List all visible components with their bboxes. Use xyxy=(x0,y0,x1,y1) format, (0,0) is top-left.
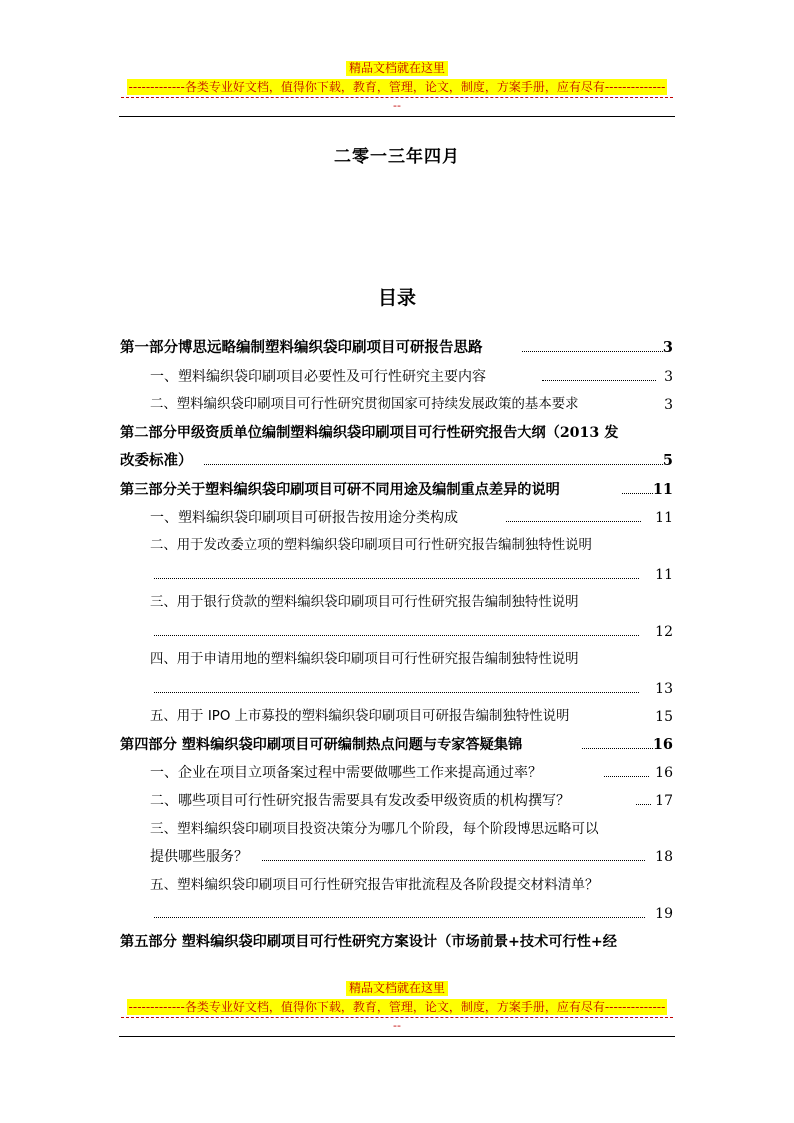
footer-rule xyxy=(119,1036,675,1037)
toc-entry-text: 改委标准） xyxy=(120,452,193,469)
toc-entry[interactable] xyxy=(120,591,673,615)
toc-entry[interactable] xyxy=(120,648,673,672)
header-rule xyxy=(119,116,675,117)
toc-entry-text: 五、塑料编织袋印刷项目可行性研究报告审批流程及各阶段提交材料清单？ xyxy=(150,877,599,893)
toc-entry-text: 二、塑料编织袋印刷项目可行性研究贯彻国家可持续发展政策的基本要求 xyxy=(150,397,579,412)
toc-leader xyxy=(154,578,639,579)
toc-entry-page: 12 xyxy=(655,624,673,640)
toc-leader xyxy=(154,917,645,918)
toc-title: 目录 xyxy=(377,287,416,309)
toc-entry-text: 三、用于银行贷款的塑料编织袋印刷项目可行性研究报告编制独特性说明 xyxy=(150,595,579,610)
toc-leader xyxy=(522,351,663,352)
toc-entry-page: 18 xyxy=(655,849,673,865)
toc-entry-page: 13 xyxy=(655,681,673,697)
header-dashed-divider xyxy=(121,97,673,98)
toc-leader xyxy=(262,860,645,861)
toc-leader xyxy=(604,776,649,777)
footer-banner xyxy=(0,977,794,1037)
toc-entry-text: 四、用于申请用地的塑料编织袋印刷项目可行性研究报告编制独特性说明 xyxy=(150,652,579,667)
toc-entry[interactable] xyxy=(120,845,673,869)
toc-entry-page: 11 xyxy=(655,510,673,526)
toc-leader xyxy=(636,804,651,805)
toc-entry[interactable] xyxy=(120,393,673,417)
toc-entry[interactable] xyxy=(120,733,673,757)
toc-entry[interactable] xyxy=(120,365,673,389)
toc-entry-page: 5 xyxy=(662,452,673,469)
toc-entry-page: 3 xyxy=(664,397,673,413)
toc-leader xyxy=(542,380,656,381)
toc-entry-text: 二、哪些项目可行性研究报告需要具有发改委甲级资质的机构撰写？ xyxy=(150,793,570,809)
toc-leader xyxy=(582,748,653,749)
toc-entry-page: 11 xyxy=(652,481,673,498)
toc-entry[interactable] xyxy=(120,534,673,558)
toc-entry[interactable] xyxy=(120,506,673,530)
toc-entry-text: 提供哪些服务？ xyxy=(150,849,248,865)
toc-entry-text: 第一部分博思远略编制塑料编织袋印刷项目可研报告思路 xyxy=(120,339,483,356)
header-banner xyxy=(0,57,794,117)
toc-entry-text: 一、塑料编织袋印刷项目必要性及可行性研究主要内容 xyxy=(150,369,486,385)
toc-entry[interactable] xyxy=(120,705,673,729)
toc-entry-page: 16 xyxy=(655,765,673,781)
toc-entry[interactable] xyxy=(120,563,673,587)
toc-entry-text: 一、企业在项目立项备案过程中需要做哪些工作来提高通过率？ xyxy=(150,765,542,781)
toc-entry-page: 3 xyxy=(664,369,673,385)
toc-leader xyxy=(622,493,653,494)
toc-entry-page: 16 xyxy=(652,736,673,753)
toc-entry[interactable] xyxy=(120,761,673,785)
toc-entry-text: 一、塑料编织袋印刷项目可研报告按用途分类构成 xyxy=(150,510,458,526)
toc-entry[interactable] xyxy=(120,930,673,954)
footer-line2: -------------各类专业好文档，值得你下载，教育，管理，论文，制度，方案手册，应有尽有-------------- xyxy=(128,1000,666,1014)
header-line2: -------------各类专业好文档，值得你下载，教育，管理，论文，制度，方案手册，应有尽有-------------- xyxy=(128,80,666,94)
toc-entry-text: 第五部分 塑料编织袋印刷项目可行性研究方案设计（市场前景+技术可行性+经 xyxy=(120,934,617,950)
toc-entry[interactable] xyxy=(120,902,673,926)
footer-dashed-divider xyxy=(121,1017,673,1018)
toc-leader xyxy=(204,464,663,465)
toc-entry[interactable] xyxy=(120,817,673,841)
toc-entry[interactable] xyxy=(120,478,673,502)
toc-leader xyxy=(154,692,639,693)
toc-entry[interactable] xyxy=(120,620,673,644)
toc-entry-page: 19 xyxy=(655,906,673,922)
toc-entry[interactable] xyxy=(120,873,673,897)
toc-entry[interactable] xyxy=(120,789,673,813)
toc-entry-text: 第二部分甲级资质单位编制塑料编织袋印刷项目可行性研究报告大纲（2013 发 xyxy=(120,425,619,441)
footer-line3: -- xyxy=(393,1019,401,1032)
footer-line1: 精品文档就在这里 xyxy=(346,981,448,996)
toc-entry[interactable] xyxy=(120,449,673,473)
toc-entry-page: 15 xyxy=(655,709,673,725)
header-line1: 精品文档就在这里 xyxy=(346,61,448,76)
toc-entry-page: 3 xyxy=(662,339,673,356)
document-date: 二零一三年四月 xyxy=(334,147,460,167)
toc-entry-page: 11 xyxy=(655,567,673,583)
toc-entry-text: 三、塑料编织袋印刷项目投资决策分为哪几个阶段，每个阶段博思远略可以 xyxy=(150,821,599,837)
toc-entry-text: 五、用于 IPO 上市募投的塑料编织袋印刷项目可研报告编制独特性说明 xyxy=(150,709,570,724)
toc-leader xyxy=(154,635,639,636)
toc-entry[interactable] xyxy=(120,336,673,360)
toc-entry-text: 第三部分关于塑料编织袋印刷项目可研不同用途及编制重点差异的说明 xyxy=(120,482,560,498)
toc-entry-page: 17 xyxy=(655,793,673,809)
toc-leader xyxy=(506,521,641,522)
toc-entry[interactable] xyxy=(120,421,673,445)
header-line3: -- xyxy=(393,99,401,112)
toc-entry-text: 二、用于发改委立项的塑料编织袋印刷项目可行性研究报告编制独特性说明 xyxy=(150,538,592,553)
toc-entry[interactable] xyxy=(120,677,673,701)
toc-entry-text: 第四部分 塑料编织袋印刷项目可研编制热点问题与专家答疑集锦 xyxy=(120,737,523,753)
